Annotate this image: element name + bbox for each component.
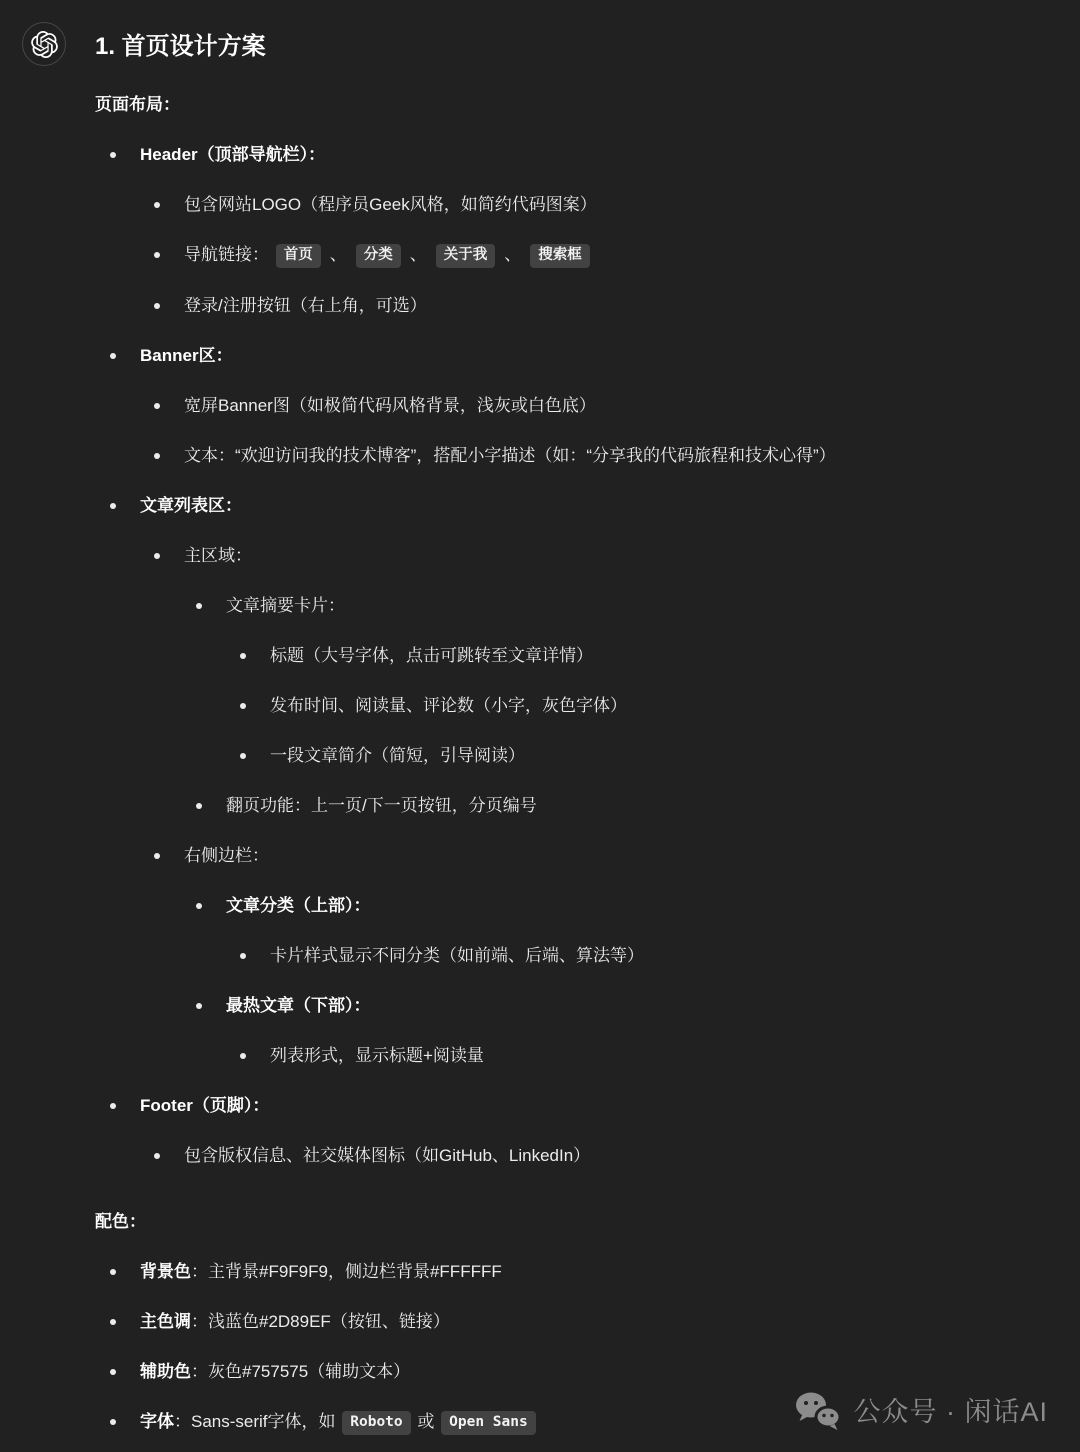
layout-section-label: 页面布局： [95,95,180,114]
list-item-sidebar: 右侧边栏： [95,844,1040,868]
list-item-site-logo: 包含网站LOGO（程序员Geek风格，如简约代码图案） [95,193,1040,217]
colors-section-label: 配色： [95,1212,146,1231]
bullet-icon [240,1053,246,1059]
bullet-icon [196,603,202,609]
inline-code-chip-home: 首页 [276,244,321,268]
list-item-banner: Banner区： [95,344,1040,368]
font-value-or: 或 [417,1412,435,1431]
inline-code-chip-category: 分类 [356,244,401,268]
bullet-icon [240,653,246,659]
list-item-hot-articles-desc: 列表形式，显示标题+阅读量 [95,1044,1040,1068]
bullet-icon [196,903,202,909]
inline-code-chip-search: 搜索框 [530,244,590,268]
bullet-icon [154,252,160,258]
bullet-icon [240,753,246,759]
bullet-icon [154,403,160,409]
bullet-icon [154,1153,160,1159]
color-value: ：主背景#F9F9F9，侧边栏背景#FFFFFF [191,1262,502,1281]
bullet-icon [110,1269,116,1275]
list-item-banner-image: 宽屏Banner图（如极简代码风格背景，浅灰或白色底） [95,394,1040,418]
bullet-icon [110,1369,116,1375]
bullet-icon [196,803,202,809]
wechat-watermark [795,1390,1048,1434]
list-item-pagination: 翻页功能：上一页/下一页按钮，分页编号 [95,794,1040,818]
font-value: ：Sans-serif字体，如 [174,1412,336,1431]
chip-separator: 、 [409,245,427,264]
inline-code-chip-about: 关于我 [436,244,496,268]
list-item-header: Header（顶部导航栏）： [95,143,1040,167]
list-item-nav-links [95,243,1040,268]
nav-links-prefix: 导航链接： [184,245,269,264]
openai-logo-icon [31,31,58,58]
watermark-text: 公众号 · 闲话AI [853,1397,1048,1427]
list-item-primary-color [95,1310,1040,1334]
color-label: 背景色 [140,1262,191,1281]
color-label: 辅助色 [140,1362,191,1381]
inline-code-chip-roboto: Roboto [342,1411,410,1435]
bullet-icon [154,553,160,559]
bullet-icon [154,303,160,309]
page-title: 1. 首页设计方案 [95,33,266,60]
list-item-secondary-color [95,1360,1040,1384]
bullet-icon [110,353,116,359]
list-item-footer-desc: 包含版权信息、社交媒体图标（如GitHub、LinkedIn） [95,1144,1040,1168]
list-item-card-meta: 发布时间、阅读量、评论数（小字，灰色字体） [95,694,1040,718]
list-item-categories: 文章分类（上部）： [95,894,1040,918]
message-content [95,0,1040,1435]
bullet-icon [154,453,160,459]
bullet-icon [110,1319,116,1325]
chip-separator: 、 [504,245,522,264]
bullet-icon [240,953,246,959]
color-label: 主色调 [140,1312,191,1331]
bullet-icon [110,503,116,509]
list-item-article-list: 文章列表区： [95,494,1040,518]
assistant-avatar [22,22,66,66]
bullet-icon [240,703,246,709]
bullet-icon [110,1103,116,1109]
list-item-background-color [95,1260,1040,1284]
bullet-icon [110,152,116,158]
list-item-main-area: 主区域： [95,544,1040,568]
list-item-categories-desc: 卡片样式显示不同分类（如前端、后端、算法等） [95,944,1040,968]
list-item-card-intro: 一段文章简介（简短，引导阅读） [95,744,1040,768]
list-item-card-title: 标题（大号字体，点击可跳转至文章详情） [95,644,1040,668]
bullet-icon [196,1003,202,1009]
chip-separator: 、 [329,245,347,264]
bullet-icon [110,1419,116,1425]
bullet-icon [154,202,160,208]
list-item-footer: Footer（页脚）： [95,1094,1040,1118]
color-value: ：灰色#757575（辅助文本） [191,1362,411,1381]
bullet-icon [154,853,160,859]
font-label: 字体 [140,1412,174,1431]
list-item-login: 登录/注册按钮（右上角，可选） [95,294,1040,318]
list-item-hot-articles: 最热文章（下部）： [95,994,1040,1018]
color-value: ：浅蓝色#2D89EF（按钮、链接） [191,1312,450,1331]
wechat-icon [795,1391,841,1433]
list-item-article-card: 文章摘要卡片： [95,594,1040,618]
list-item-banner-text: 文本：“欢迎访问我的技术博客”，搭配小字描述（如：“分享我的代码旅程和技术心得”） [95,444,1040,468]
inline-code-chip-open-sans: Open Sans [441,1411,536,1435]
